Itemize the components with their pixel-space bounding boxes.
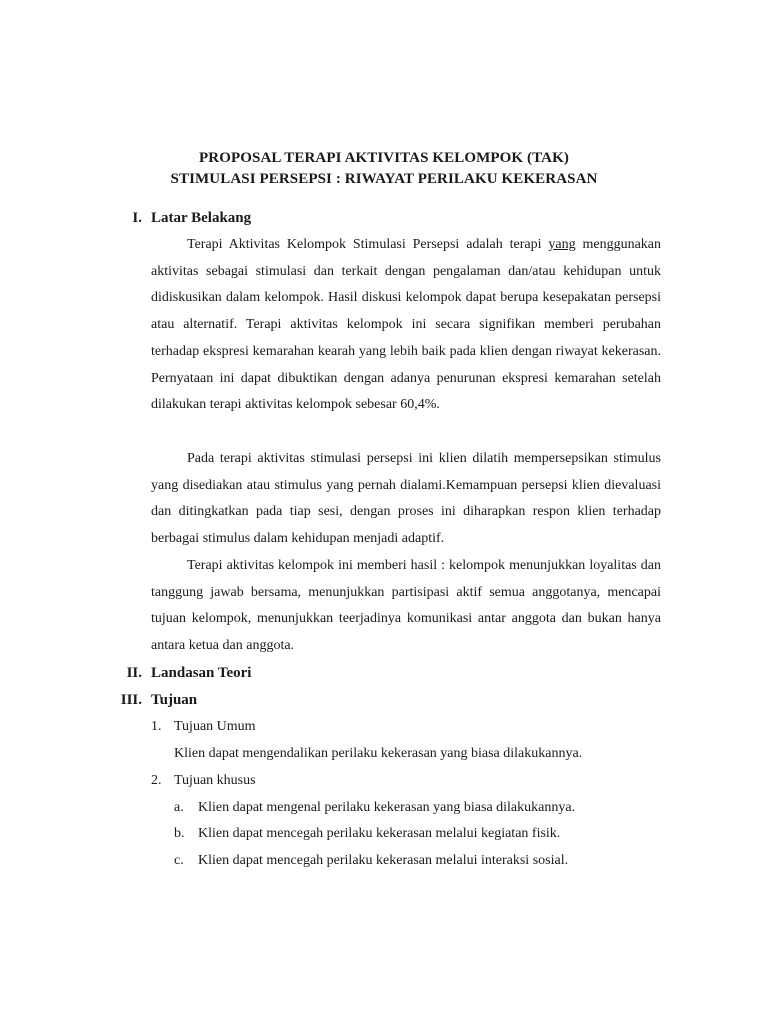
sub-item-a-letter: a. (174, 800, 184, 815)
list-item-2-label: Tujuan khusus (174, 773, 256, 788)
section-3-number: III. (120, 692, 142, 708)
paragraph-2-text: Pada terapi aktivitas stimulasi persepsi ini klien dilatih mempersepsikan stimulus yang disediakan atau stimulus yang pernah dialami.Kemampuan persepsi klien dievaluasi dan ditingkatkan pada tiap sesi, dengan proses ini diharapkan respon klien terhadap berbagai stimulus dalam kehidupan menjadi adaptif. (151, 451, 661, 547)
list-item-2-number: 2. (151, 773, 162, 788)
document-title-line-2: STIMULASI PERSEPSI : RIWAYAT PERILAKU KEKERASAN (170, 171, 598, 187)
section-2-heading: Landasan Teori (151, 665, 252, 681)
paragraph-1-underlined-word: yang (548, 237, 576, 252)
list-item-1-number: 1. (151, 719, 162, 734)
section-3-heading: Tujuan (151, 692, 198, 708)
list-item-1-text: Klien dapat mengendalikan perilaku kekerasan yang biasa dilakukannya. (174, 746, 583, 761)
sub-item-b-text: Klien dapat mencegah perilaku kekerasan melalui kegiatan fisik. (198, 826, 561, 841)
sub-item-c-letter: c. (174, 853, 184, 868)
paragraph-3-text: Terapi aktivitas kelompok ini memberi hasil : kelompok menunjukkan loyalitas dan tanggung jawab bersama, menunjukkan partisipasi aktif semua anggotanya, mencapai tujuan kelompok, menunjukkan teerjadinya komunikasi antar anggota dan bukan hanya antara ketua dan anggota. (151, 558, 661, 654)
list-item-1-label: Tujuan Umum (174, 719, 256, 734)
sub-item-a-text: Klien dapat mengenal perilaku kekerasan yang biasa dilakukannya. (198, 800, 576, 815)
paragraph-2 (151, 446, 661, 553)
sub-item-b-letter: b. (174, 826, 185, 841)
document-title-line-1: PROPOSAL TERAPI AKTIVITAS KELOMPOK (TAK) (199, 150, 569, 166)
paragraph-1-text-b: menggunakan aktivitas sebagai stimulasi dan terkait dengan pengalaman dan/atau kehidupan untuk didiskusikan dalam kelompok. Hasil diskusi kelompok dapat berupa kesepakatan persepsi atau alternatif. Terapi aktivitas kelompok ini secara signifikan memberi perubahan terhadap ekspresi kemarahan kearah yang lebih baik pada klien dengan riwayat kekerasan. Pernyataan ini dapat dibuktikan dengan adanya penurunan ekspresi kemarahan setelah dilakukan terapi aktivitas kelompok sebesar 60,4%. (151, 237, 661, 413)
section-2-number: II. (126, 665, 142, 681)
section-1-number: I. (132, 210, 142, 226)
paragraph-1 (151, 232, 661, 419)
section-1-heading: Latar Belakang (151, 210, 252, 226)
paragraph-1-text-a: Terapi Aktivitas Kelompok Stimulasi Persepsi adalah terapi (187, 237, 549, 252)
paragraph-3 (151, 553, 661, 660)
sub-item-c-text: Klien dapat mencegah perilaku kekerasan melalui interaksi sosial. (198, 853, 569, 868)
